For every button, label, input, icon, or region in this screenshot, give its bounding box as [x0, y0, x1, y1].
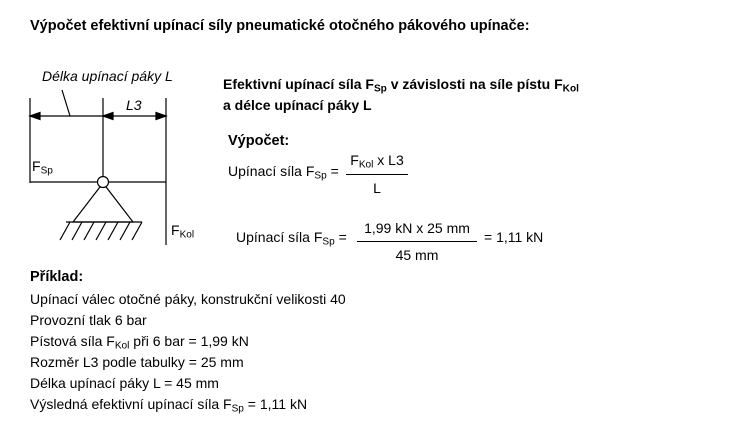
ground-hatch	[84, 222, 94, 240]
pivot-support	[73, 183, 133, 222]
description-line-2: a délce upínací páky L	[223, 97, 372, 113]
example-heading: Příklad:	[30, 269, 84, 285]
ground-hatch	[60, 222, 70, 240]
ground-hatch	[96, 222, 106, 240]
formula-1-denominator: L	[373, 180, 381, 196]
arrow-l-left	[30, 113, 40, 120]
ground-hatch	[108, 222, 118, 240]
example-line-5: Délka upínací páky L = 45 mm	[30, 375, 219, 391]
formula-1-numerator: $F_{Kol}$ x L3	[350, 152, 404, 171]
example-line-3: Pístová síla $F_{Kol}$ při 6 bar = 1,99 kN	[30, 333, 249, 352]
arrow-l3-left	[103, 113, 113, 120]
lever-length-label: Délka upínací páky L	[42, 68, 173, 84]
l-label-leader	[62, 90, 70, 116]
ground-hatch	[72, 222, 82, 240]
formula-2-numerator: 1,99 kN x 25 mm	[364, 220, 470, 236]
calculation-heading: Výpočet:	[228, 133, 290, 149]
example-line-2: Provozní tlak 6 bar	[30, 312, 147, 328]
example-line-4: Rozměr L3 podle tabulky = 25 mm	[30, 354, 244, 370]
description-line-1: Efektivní upínací síla $F_{Sp}$ v závislosti na síle pístu $F_{Kol}$	[223, 76, 579, 95]
formula-1-label: Upínací síla $F_{Sp}$ =	[228, 163, 339, 182]
example-line-6: Výsledná efektivní upínací síla $F_{Sp} = 1,11$ kN	[30, 396, 308, 415]
l3-label: L3	[126, 97, 142, 113]
fkol-label: $F_{Kol}$	[171, 222, 195, 241]
formula-2-result: = 1,11 kN	[484, 229, 544, 245]
formula-2-fraction-bar	[357, 241, 477, 242]
ground-hatch	[132, 222, 142, 240]
formula-2-label: Upínací síla $F_{Sp}$ =	[236, 229, 347, 248]
fsp-label: $F_{Sp}$	[32, 158, 53, 177]
example-line-1: Upínací válec otočné páky, konstrukční velikosti 40	[30, 291, 346, 307]
arrow-l-right	[156, 113, 166, 120]
formula-1-fraction-bar	[346, 174, 408, 175]
ground-hatch	[120, 222, 130, 240]
pivot-circle	[98, 177, 109, 188]
page-title: Výpočet efektivní upínací síly pneumatické otočného pákového upínače:	[30, 18, 530, 34]
formula-2-denominator: 45 mm	[395, 247, 439, 263]
